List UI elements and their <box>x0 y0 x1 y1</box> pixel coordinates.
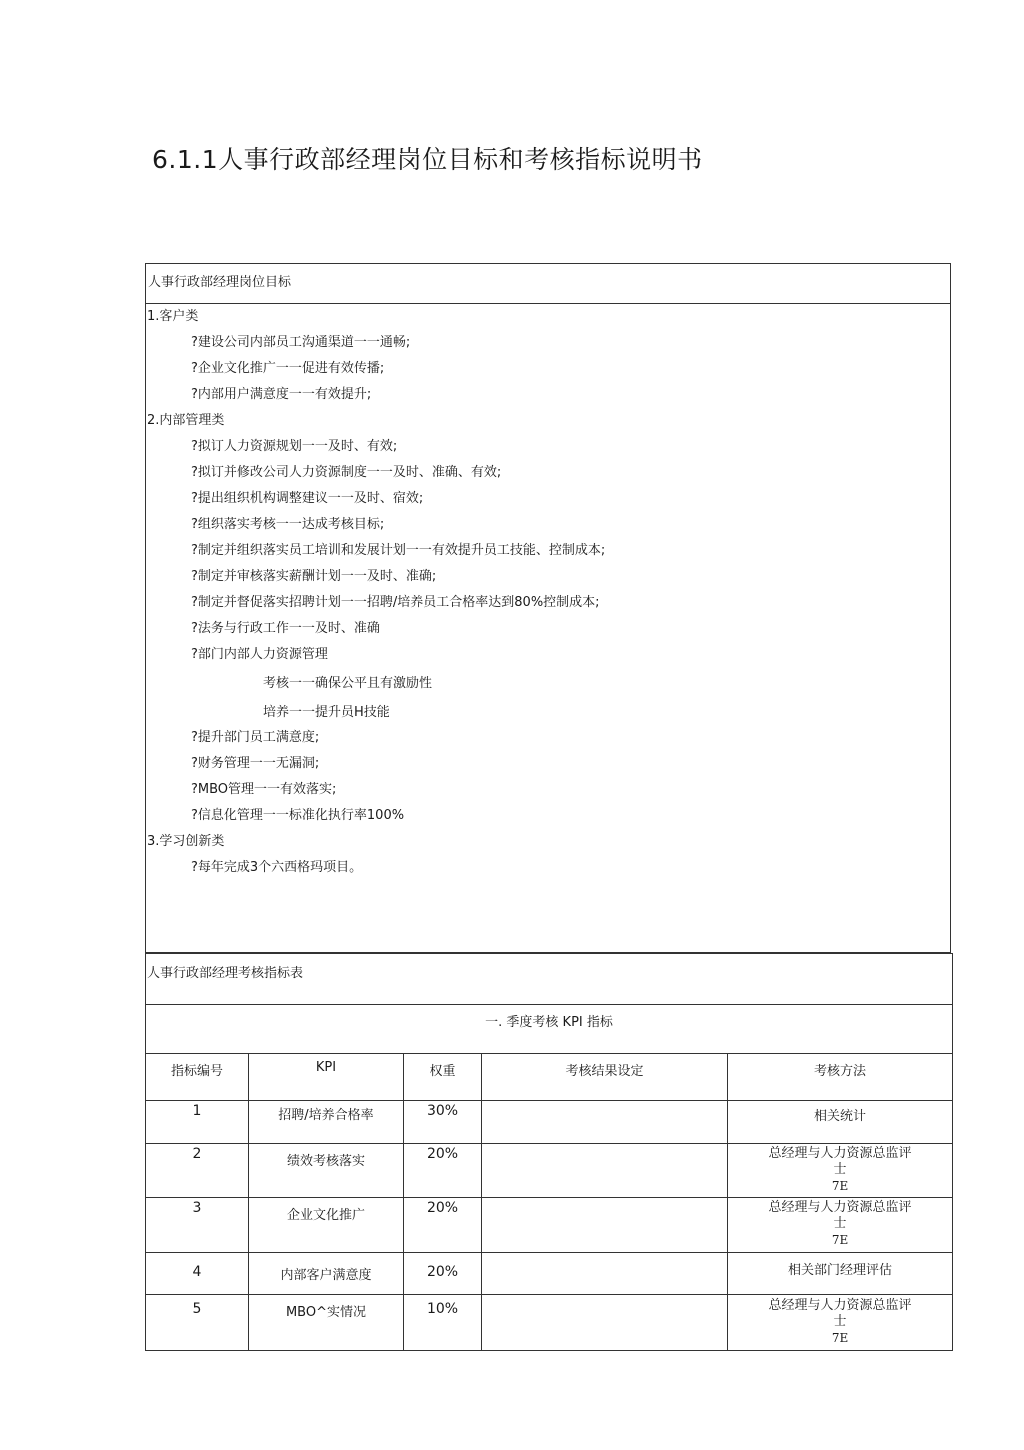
kpi-method <box>728 1144 953 1198</box>
kpi-method <box>728 1198 953 1253</box>
kpi-weight: 30% <box>404 1101 482 1144</box>
method-line: 总经理与人力资源总监评 <box>768 1200 912 1215</box>
goal-category: 3.学习创新类 <box>147 834 225 849</box>
kpi-number: 4 <box>146 1253 249 1295</box>
kpi-number: 2 <box>146 1144 249 1198</box>
goals-header: 人事行政部经理岗位目标 <box>146 264 950 304</box>
goal-item: ?MBO管理一一有效落实; <box>191 782 337 797</box>
column-header: 权重 <box>404 1054 482 1101</box>
position-goals-section <box>145 263 951 953</box>
goal-item: ?提升部门员工满意度; <box>191 730 320 745</box>
kpi-header-row <box>146 1054 953 1101</box>
kpi-result-setting <box>482 1144 728 1198</box>
goal-item: ?拟订并修改公司人力资源制度一一及时、准确、有效; <box>191 465 502 480</box>
column-header: KPI <box>249 1054 404 1101</box>
kpi-name: 企业文化推广 <box>249 1198 404 1253</box>
kpi-method <box>728 1253 953 1295</box>
method-line: 7E <box>831 1233 849 1247</box>
goal-item: ?信息化管理一一标准化执行率100% <box>191 808 405 823</box>
method-line: 总经理与人力资源总监评 <box>768 1146 912 1161</box>
kpi-result-setting <box>482 1295 728 1351</box>
kpi-result-setting <box>482 1101 728 1144</box>
kpi-method <box>728 1295 953 1351</box>
kpi-method <box>728 1101 953 1144</box>
document-title: 6.1.1人事行政部经理岗位目标和考核指标说明书 <box>152 145 703 174</box>
goal-item: ?部门内部人力资源管理 <box>191 647 328 662</box>
kpi-number: 5 <box>146 1295 249 1351</box>
goal-category: 2.内部管理类 <box>147 413 225 428</box>
kpi-number: 1 <box>146 1101 249 1144</box>
goal-item: ?制定并审核落实薪酬计划一一及时、准确; <box>191 569 437 584</box>
column-header: 指标编号 <box>146 1054 249 1101</box>
table-row <box>146 1198 953 1253</box>
goal-item: ?财务管理一一无漏洞; <box>191 756 320 771</box>
goal-item: ?提出组织机构调整建议一一及时、宿效; <box>191 491 424 506</box>
method-line: 7E <box>831 1331 849 1345</box>
goal-subitem: 考核一一确保公平且有激励性 <box>263 676 433 691</box>
kpi-name: MBO^实情况 <box>249 1295 404 1351</box>
method-line: 士 <box>833 1216 847 1231</box>
kpi-weight: 20% <box>404 1198 482 1253</box>
table-row <box>146 1253 953 1295</box>
goal-item: ?企业文化推广一一促进有效传播; <box>191 361 385 376</box>
method-line: 7E <box>831 1179 849 1193</box>
kpi-section-title: 一. 季度考核 KPI 指标 <box>146 1005 953 1054</box>
method-line: 总经理与人力资源总监评 <box>768 1298 912 1313</box>
table-row <box>146 1101 953 1144</box>
method-line: 士 <box>833 1162 847 1177</box>
goal-item: ?每年完成3个六西格玛项目。 <box>191 860 363 875</box>
goal-item: ?制定并组织落实员工培训和发展计划一一有效提升员工技能、控制成本; <box>191 543 606 558</box>
kpi-name: 内部客户满意度 <box>249 1253 404 1295</box>
kpi-result-setting <box>482 1198 728 1253</box>
kpi-table <box>145 953 953 1351</box>
method-line: 士 <box>833 1314 847 1329</box>
kpi-result-setting <box>482 1253 728 1295</box>
goal-item: ?建设公司内部员工沟通渠道一一通畅; <box>191 335 411 350</box>
kpi-table-caption: 人事行政部经理考核指标表 <box>146 954 953 1005</box>
kpi-weight: 10% <box>404 1295 482 1351</box>
goal-item: ?法务与行政工作一一及时、准确 <box>191 621 380 636</box>
table-row <box>146 1295 953 1351</box>
goal-item: ?制定并督促落实招聘计划一一招聘/培养员工合格率达到80%控制成本; <box>191 595 600 610</box>
kpi-name: 招聘/培养合格率 <box>249 1101 404 1144</box>
goal-category: 1.客户类 <box>147 309 199 324</box>
goal-item: ?内部用户满意度一一有效提升; <box>191 387 372 402</box>
column-header: 考核方法 <box>728 1054 953 1101</box>
method-line: 相关统计 <box>814 1109 867 1124</box>
column-header: 考核结果设定 <box>482 1054 728 1101</box>
method-line: 相关部门经理评估 <box>788 1263 893 1278</box>
kpi-number: 3 <box>146 1198 249 1253</box>
kpi-name: 绩效考核落实 <box>249 1144 404 1198</box>
goal-item: ?拟订人力资源规划一一及时、有效; <box>191 439 398 454</box>
kpi-weight: 20% <box>404 1144 482 1198</box>
goal-item: ?组织落实考核一一达成考核目标; <box>191 517 385 532</box>
goal-subitem: 培养一一提升员H技能 <box>263 705 390 720</box>
table-row <box>146 1144 953 1198</box>
kpi-weight: 20% <box>404 1253 482 1295</box>
